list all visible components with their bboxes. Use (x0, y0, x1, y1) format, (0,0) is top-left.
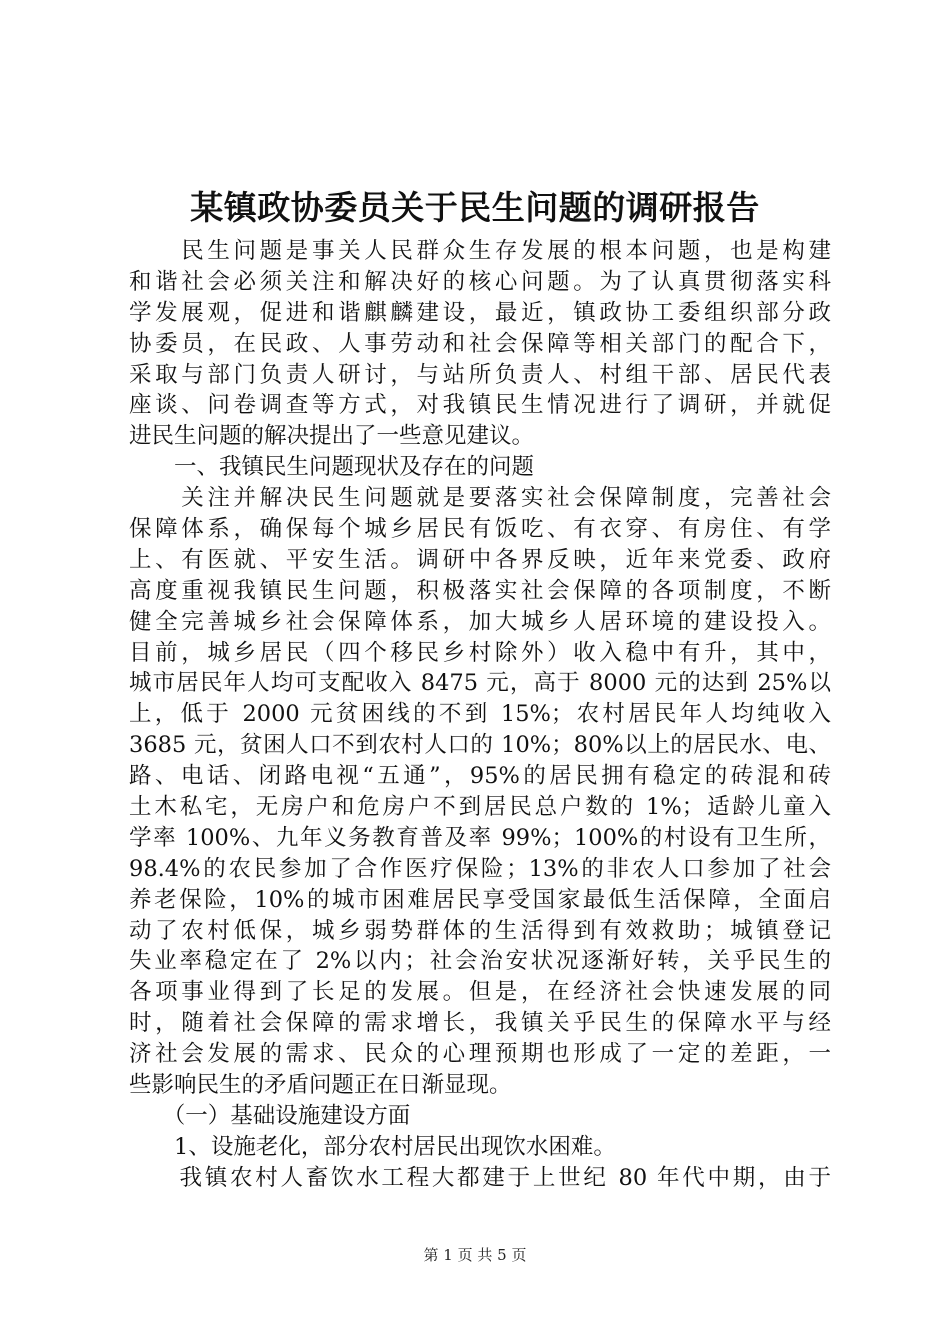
text-line: 民生问题是事关人民群众生存发展的根本问题，也是构建 (129, 238, 831, 264)
text-line: 健全完善城乡社会保障体系，加大城乡人居环境的建设投入。 (129, 608, 831, 635)
text-line: 98.4%的农民参加了合作医疗保险；13%的非农人口参加了社会 (129, 855, 831, 882)
item-heading: 1、设施老化，部分农村居民出现饮水困难。 (129, 1133, 616, 1160)
text-line: 座谈、问卷调查等方式，对我镇民生情况进行了调研，并就促 (129, 392, 831, 419)
text-line: 些影响民生的矛盾问题正在日渐显现。 (129, 1072, 512, 1099)
section-heading: 一、我镇民生问题现状及存在的问题 (129, 454, 535, 481)
text-line: 学发展观，促进和谐麒麟建设，最近，镇政协工委组织部分政 (129, 299, 831, 326)
text-line: 我镇农村人畜饮水工程大都建于上世纪 80 年代中期，由于 (129, 1164, 831, 1191)
page-footer: 第 1 页 共 5 页 (423, 1246, 527, 1264)
text-line: 进民生问题的解决提出了一些意见建议。 (129, 423, 535, 450)
text-line: 目前，城乡居民（四个移民乡村除外）收入稳中有升，其中， (129, 639, 831, 666)
text-line: 养老保险，10%的城市困难居民享受国家最低生活保障，全面启 (129, 886, 831, 913)
document-body (129, 236, 831, 1194)
text-line: 上，低于 2000 元贫困线的不到 15%；农村居民年人均纯收入 (129, 701, 831, 728)
subsection-heading: （一）基础设施建设方面 (129, 1102, 411, 1129)
text-line: 和谐社会必须关注和解决好的核心问题。为了认真贯彻落实科 (129, 268, 831, 295)
text-line: 失业率稳定在了 2%以内；社会治安状况逐渐好转，关乎民生的 (129, 948, 831, 975)
text-line: 济社会发展的需求、民众的心理预期也形成了一定的差距，一 (129, 1041, 831, 1068)
document-title: 某镇政协委员关于民生问题的调研报告 (190, 188, 760, 227)
text-line: 路、电话、闭路电视“五通”，95%的居民拥有稳定的砖混和砖 (129, 763, 831, 790)
text-line: 关注并解决民生问题就是要落实社会保障制度，完善社会 (129, 485, 831, 512)
text-line: 高度重视我镇民生问题，积极落实社会保障的各项制度，不断 (129, 577, 831, 604)
text-line: 采取与部门负责人研讨，与站所负责人、村组干部、居民代表 (129, 361, 831, 388)
text-line: 学率 100%、九年义务教育普及率 99%；100%的村设有卫生所， (129, 824, 831, 851)
text-line: 城市居民年人均可支配收入 8475 元，高于 8000 元的达到 25%以 (129, 670, 831, 697)
text-line: 上、有医就、平安生活。调研中各界反映，近年来党委、政府 (129, 546, 831, 573)
text-line: 保障体系，确保每个城乡居民有饭吃、有衣穿、有房住、有学 (129, 516, 831, 543)
text-line: 时，随着社会保障的需求增长，我镇关乎民生的保障水平与经 (129, 1010, 831, 1037)
text-line: 土木私宅，无房户和危房户不到居民总户数的 1%；适龄儿童入 (129, 794, 831, 821)
text-line: 动了农村低保，城乡弱势群体的生活得到有效救助；城镇登记 (129, 917, 831, 944)
text-line: 各项事业得到了长足的发展。但是，在经济社会快速发展的同 (129, 979, 831, 1006)
text-line: 协委员，在民政、人事劳动和社会保障等相关部门的配合下， (129, 330, 831, 357)
text-line: 3685 元，贫困人口不到农村人口的 10%；80%以上的居民水、电、 (129, 732, 831, 759)
